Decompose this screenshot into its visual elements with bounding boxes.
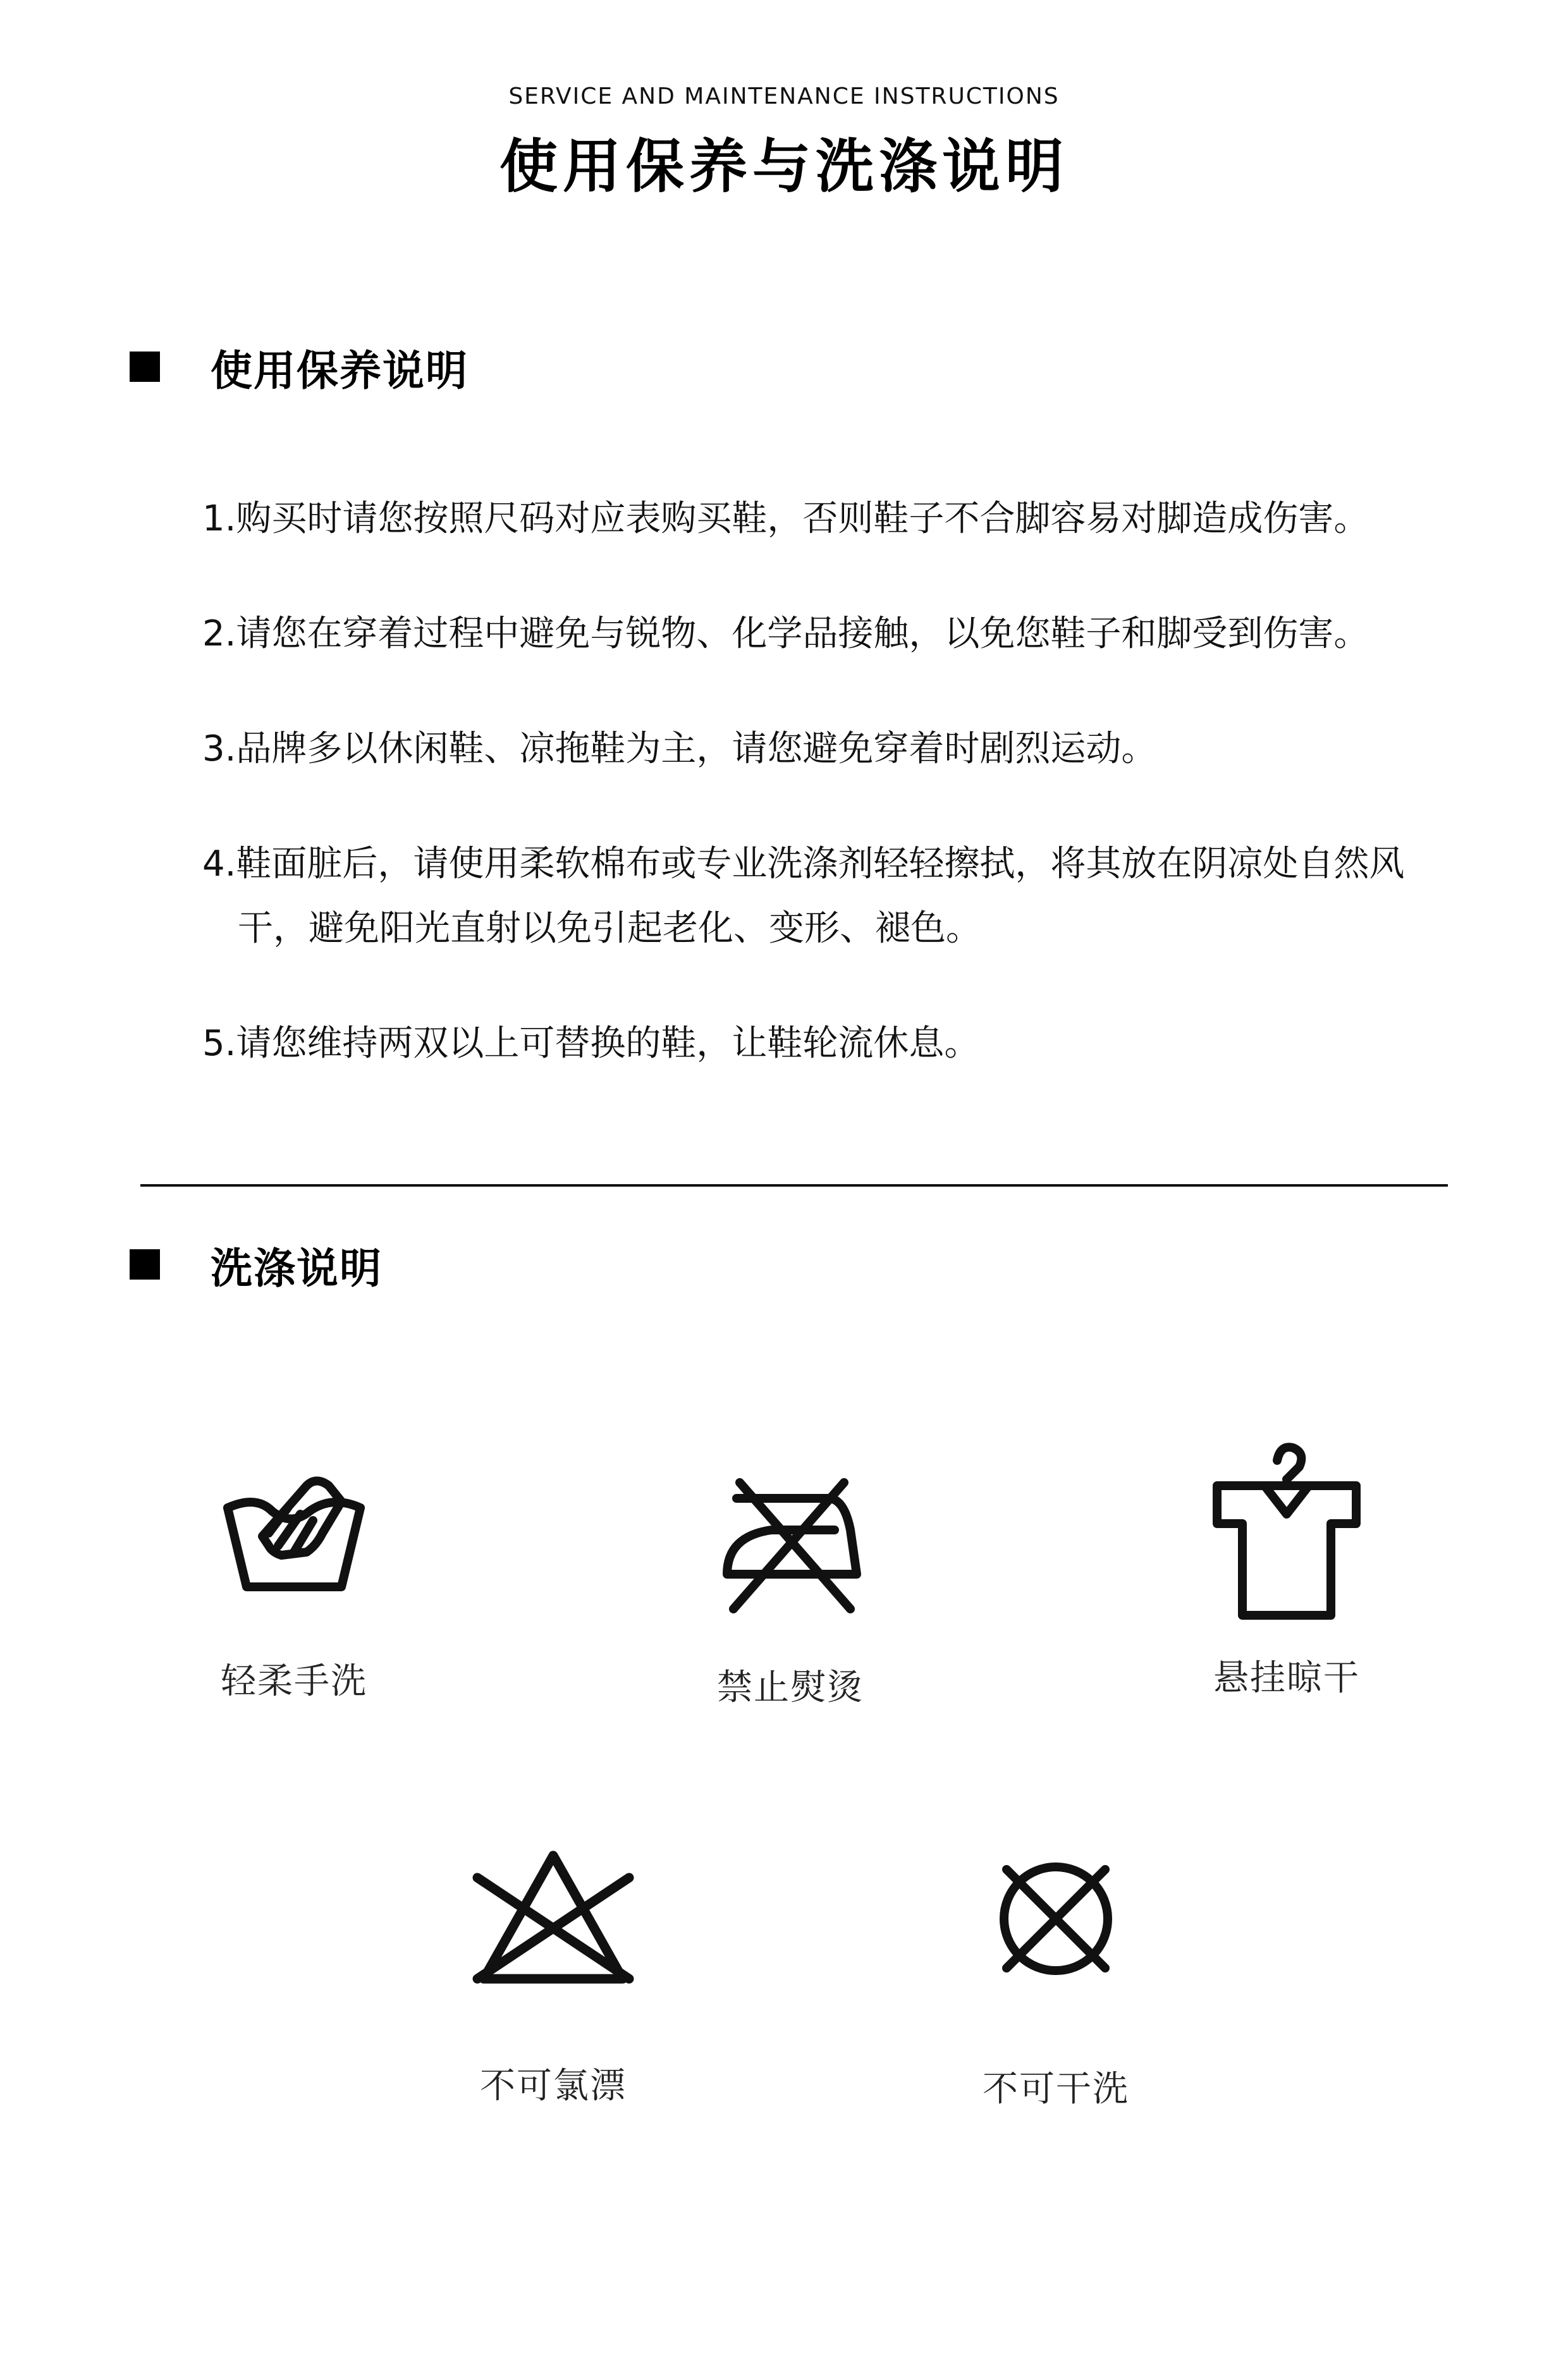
list-item: 5.请您维持两双以上可替换的鞋，让鞋轮流休息。 xyxy=(202,1023,980,1064)
section-heading-washing xyxy=(130,1236,383,1293)
square-bullet-icon xyxy=(130,1249,160,1280)
hang-dry-icon xyxy=(1204,1435,1369,1622)
list-item: 1.购买时请您按照尺码对应表购买鞋，否则鞋子不合脚容易对脚造成伤害。 xyxy=(202,498,1369,539)
list-item: 2.请您在穿着过程中避免与锐物、化学品接触，以免您鞋子和脚受到伤害。 xyxy=(202,613,1369,654)
usage-instructions-list xyxy=(202,487,1442,1127)
square-bullet-icon xyxy=(130,352,160,382)
care-symbol-no-dry-clean xyxy=(923,1856,1189,2112)
no-bleach-icon xyxy=(465,1846,642,1991)
care-label: 悬挂晾干 xyxy=(1213,1658,1360,1699)
section-heading-usage xyxy=(130,338,469,395)
care-symbol-hand-wash xyxy=(161,1451,427,1704)
hand-wash-icon xyxy=(212,1451,376,1622)
subtitle-english: SERVICE AND MAINTENANCE INSTRUCTIONS xyxy=(508,83,1060,109)
section-heading-label: 使用保养说明 xyxy=(211,346,469,395)
care-label: 禁止熨烫 xyxy=(717,1667,864,1708)
list-item: 3.品牌多以休闲鞋、凉拖鞋为主，请您避免穿着时剧烈运动。 xyxy=(202,728,1157,769)
care-label: 不可干洗 xyxy=(983,2069,1129,2110)
section-heading-label: 洗涤说明 xyxy=(211,1244,383,1293)
care-symbol-hang-dry xyxy=(1154,1435,1419,1701)
care-label: 不可氯漂 xyxy=(480,2065,627,2107)
care-label: 轻柔手洗 xyxy=(221,1661,367,1702)
page-title: 使用保养与洗涤说明 xyxy=(499,133,1069,200)
no-dry-clean-icon xyxy=(993,1856,1119,1982)
list-item: 4.鞋面脏后，请使用柔软棉布或专业洗涤剂轻轻擦拭，将其放在阴凉处自然风干，避免阳光直射以免引起老化、变形、褪色。 xyxy=(202,843,1405,949)
no-iron-icon xyxy=(708,1467,873,1618)
section-divider xyxy=(140,1184,1448,1187)
care-symbol-no-iron xyxy=(658,1467,923,1710)
care-symbol-no-bleach xyxy=(420,1846,686,2108)
